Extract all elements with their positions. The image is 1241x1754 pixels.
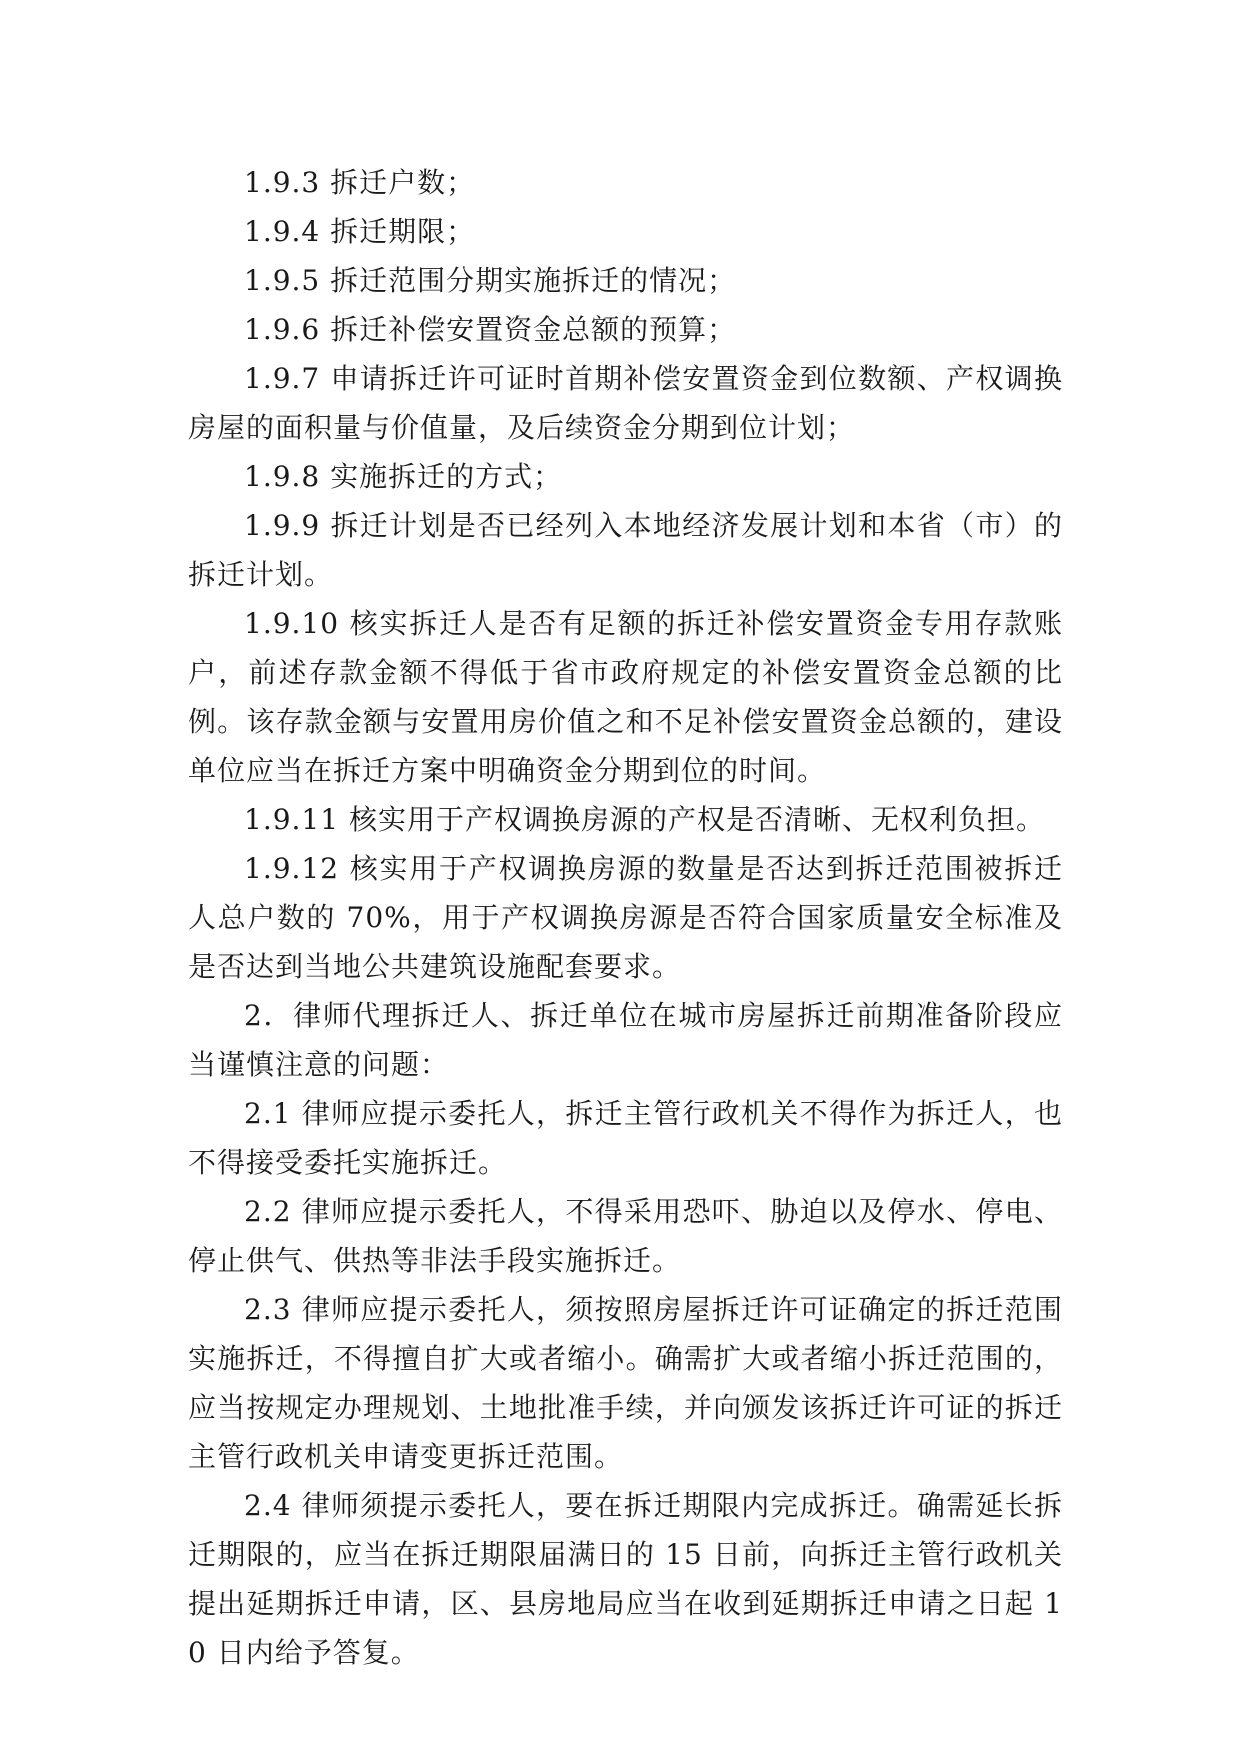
paragraph-1-9-5: 1.9.5 拆迁范围分期实施拆迁的情况； [244, 264, 737, 297]
paragraph-1-9-12: 1.9.12 核实用于产权调换房源的数量是否达到拆迁范围被拆迁人总户数的 70%，用于产权调换房源是否符合国家质量安全标准及是否达到当地公共建筑设施配套要求。 [188, 852, 1063, 983]
paragraph-1-9-11: 1.9.11 核实用于产权调换房源的产权是否清晰、无权利负担。 [244, 803, 1045, 836]
paragraph-1-9-10: 1.9.10 核实拆迁人是否有足额的拆迁补偿安置资金专用存款账户，前述存款金额不得低于省市政府规定的补偿安置资金总额的比例。该存款金额与安置用房价值之和不足补偿安置资金总额的，建设单位应当在拆迁方案中明确资金分期到位的时间。 [188, 607, 1063, 787]
paragraph-2-4: 2.4 律师须提示委托人，要在拆迁期限内完成拆迁。确需延长拆迁期限的，应当在拆迁期限届满日的 15 日前，向拆迁主管行政机关提出延期拆迁申请，区、县房地局应当在收到延期拆迁申请之日起 10 日内给予答复。 [188, 1489, 1063, 1669]
paragraph-2-1: 2.1 律师应提示委托人，拆迁主管行政机关不得作为拆迁人，也不得接受委托实施拆迁。 [188, 1097, 1063, 1179]
paragraph-2-3: 2.3 律师应提示委托人，须按照房屋拆迁许可证确定的拆迁范围实施拆迁，不得擅自扩大或者缩小。确需扩大或者缩小拆迁范围的，应当按规定办理规划、土地批准手续，并向颁发该拆迁许可证的拆迁主管行政机关申请变更拆迁范围。 [188, 1293, 1063, 1473]
paragraph-1-9-7: 1.9.7 申请拆迁许可证时首期补偿安置资金到位数额、产权调换房屋的面积量与价值量，及后续资金分期到位计划； [188, 362, 1063, 444]
section-heading-2: 2．律师代理拆迁人、拆迁单位在城市房屋拆迁前期准备阶段应当谨慎注意的问题： [188, 999, 1063, 1081]
paragraph-1-9-9: 1.9.9 拆迁计划是否已经列入本地经济发展计划和本省（市）的拆迁计划。 [188, 509, 1063, 591]
paragraph-2-2: 2.2 律师应提示委托人，不得采用恐吓、胁迫以及停水、停电、停止供气、供热等非法手段实施拆迁。 [188, 1195, 1063, 1277]
paragraph-1-9-4: 1.9.4 拆迁期限； [244, 215, 476, 248]
paragraph-1-9-6: 1.9.6 拆迁补偿安置资金总额的预算； [244, 313, 737, 346]
paragraph-1-9-8: 1.9.8 实施拆迁的方式； [244, 460, 563, 493]
paragraph-1-9-3: 1.9.3 拆迁户数； [244, 166, 476, 199]
